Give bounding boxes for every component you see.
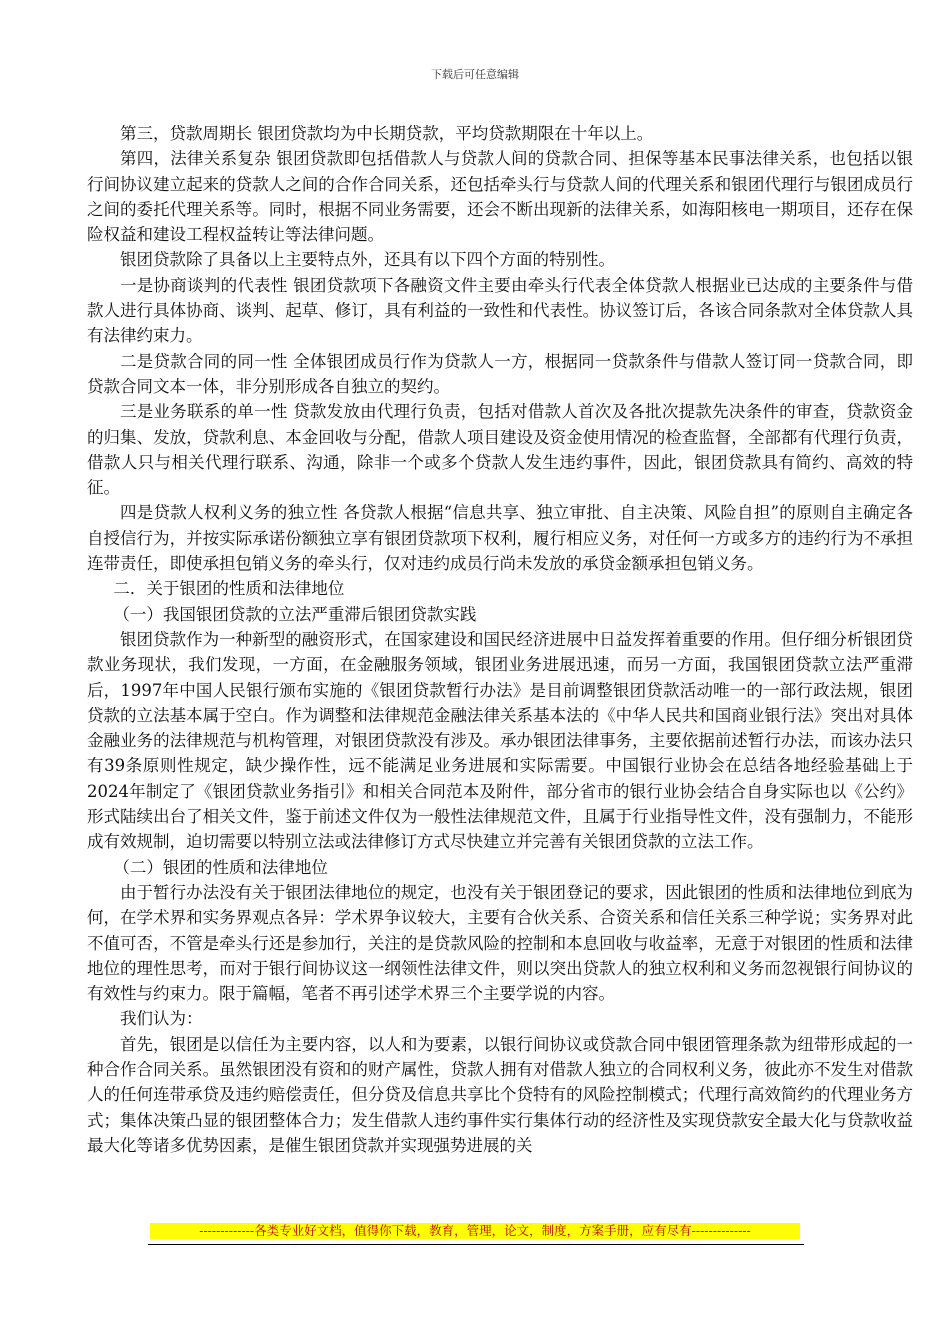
footer-divider bbox=[148, 1244, 804, 1245]
header-note: 下载后可任意编辑 bbox=[431, 68, 519, 81]
paragraph-legal-status: 由于暂行办法没有关于银团法律地位的规定，也没有关于银团登记的要求，因此银团的性质和法律地位到底为何，在学术界和实务界观点各异：学术界争议较大，主要有合伙关系、合资关系和信任关系三种学说；实务界对此不值可否，不管是牵头行还是参加行，关注的是贷款风险的控制和本息回收与收益率，无意于对银团的性质和法律地位的理性思考，而对于银行间协议这一纲领性法律文件，则以突出贷款人的独立权利和义务而忽视银行间协议的有效性与约束力。限于篇幅，笔者不再引述学术界三个主要学说的内容。 bbox=[87, 882, 913, 1004]
section-heading-2: 二．关于银团的性质和法律地位 bbox=[113, 579, 345, 599]
document-body bbox=[87, 121, 913, 1158]
paragraph-special-3: 三是业务联系的单一性 贷款发放由代理行负责，包括对借款人首次及各批次提款先决条件的审查，贷款资金的归集、发放，贷款利息、本金回收与分配，借款人项目建设及资金使用情况的检查监督，全部都有代理行负责，借款人只与相关代理行联系、沟通，除非一个或多个贷款人发生违约事件，因此，银团贷款具有简约、高效的特征。 bbox=[87, 402, 913, 498]
paragraph-point-4: 第四，法律关系复杂 银团贷款即包括借款人与贷款人间的贷款合同、担保等基本民事法律关系，也包括以银行间协议建立起来的贷款人之间的合作合同关系，还包括牵头行与贷款人间的代理关系和银团代理行与银团成员行之间的委托代理关系等。同时，根据不同业务需要，还会不断出现新的法律关系，如海阳核电一期项目，还存在保险权益和建设工程权益转让等法律问题。 bbox=[87, 149, 913, 245]
subsection-heading-1: （一）我国银团贷款的立法严重滞后银团贷款实践 bbox=[113, 604, 477, 624]
paragraph-we-think: 我们认为： bbox=[120, 1009, 203, 1029]
paragraph-firstly: 首先，银团是以信任为主要内容，以人和为要素，以银行间协议或贷款合同中银团管理条款为纽带形成起的一种合作合同关系。虽然银团没有资和的财产属性，贷款人拥有对借款人独立的合同权利义务，彼此亦不发生对借款人的任何连带承贷及违约赔偿责任，但分贷及信息共享比个贷特有的风险控制模式；代理行高效简约的代理业务方式；集体决策凸显的银团整体合力；发生借款人违约事件实行集体行动的经济性及实现贷款安全最大化与贷款收益最大化等诸多优势因素，是催生银团贷款并实现强势进展的关 bbox=[87, 1034, 913, 1155]
paragraph-special-1: 一是协商谈判的代表性 银团贷款项下各融资文件主要由牵头行代表全体贷款人根据业已达成的主要条件与借款人进行具体协商、谈判、起草、修订，具有利益的一致性和代表性。协议签订后，各该合同条款对全体贷款人具有法律约束力。 bbox=[87, 275, 913, 346]
paragraph-special-2: 二是贷款合同的同一性 全体银团成员行作为贷款人一方，根据同一贷款条件与借款人签订同一贷款合同，即贷款合同文本一体，非分别形成各自独立的契约。 bbox=[87, 351, 913, 396]
paragraph-point-3: 第三，贷款周期长 银团贷款均为中长期贷款，平均贷款期限在十年以上。 bbox=[120, 124, 654, 143]
paragraph-special-4: 四是贷款人权利义务的独立性 各贷款人根据“信息共享、独立审批、自主决策、风险自担”的原则自主确定各自授信行为，并按实际承诺份额独立享有银团贷款项下权利，履行相应义务，对任何一方或多方的违约行为不承担连带责任，即使承担包销义务的牵头行，仅对违约成员行尚未发放的承贷金额承担包销义务。 bbox=[87, 503, 913, 574]
footer-banner: -------------各类专业好文档，值得你下载，教育，管理，论文，制度，方案手册，应有尽有-------------- bbox=[150, 1223, 800, 1239]
paragraph-intro-special: 银团贷款除了具备以上主要特点外，还具有以下四个方面的特别性。 bbox=[120, 250, 615, 270]
subsection-heading-2: （二）银团的性质和法律地位 bbox=[113, 857, 328, 877]
paragraph-legislation: 银团贷款作为一种新型的融资形式，在国家建设和国民经济进展中日益发挥着重要的作用。但仔细分析银团贷款业务现状，我们发现，一方面，在金融服务领域，银团业务进展迅速，而另一方面，我国银团贷款立法严重滞后，1997年中国人民银行颁布实施的《银团贷款暂行办法》是目前调整银团贷款活动唯一的一部行政法规，银团贷款的立法基本属于空白。作为调整和法律规范金融法律关系基本法的《中华人民共和国商业银行法》突出对具体金融业务的法律规范与机构管理，对银团贷款没有涉及。承办银团法律事务，主要依据前述暂行办法，而该办法只有39条原则性规定，缺少操作性，远不能满足业务进展和实际需要。中国银行业协会在总结各地经验基础上于2024年制定了《银团贷款业务指引》和相关合同范本及附件，部分省市的银行业协会结合自身实际也以《公约》形式陆续出台了相关文件，鉴于前述文件仅为一般性法律规范文件，且属于行业指导性文件，没有强制力，不能形成有效规制，迫切需要以特别立法或法律修订方式尽快建立并完善有关银团贷款的立法工作。 bbox=[87, 629, 913, 852]
